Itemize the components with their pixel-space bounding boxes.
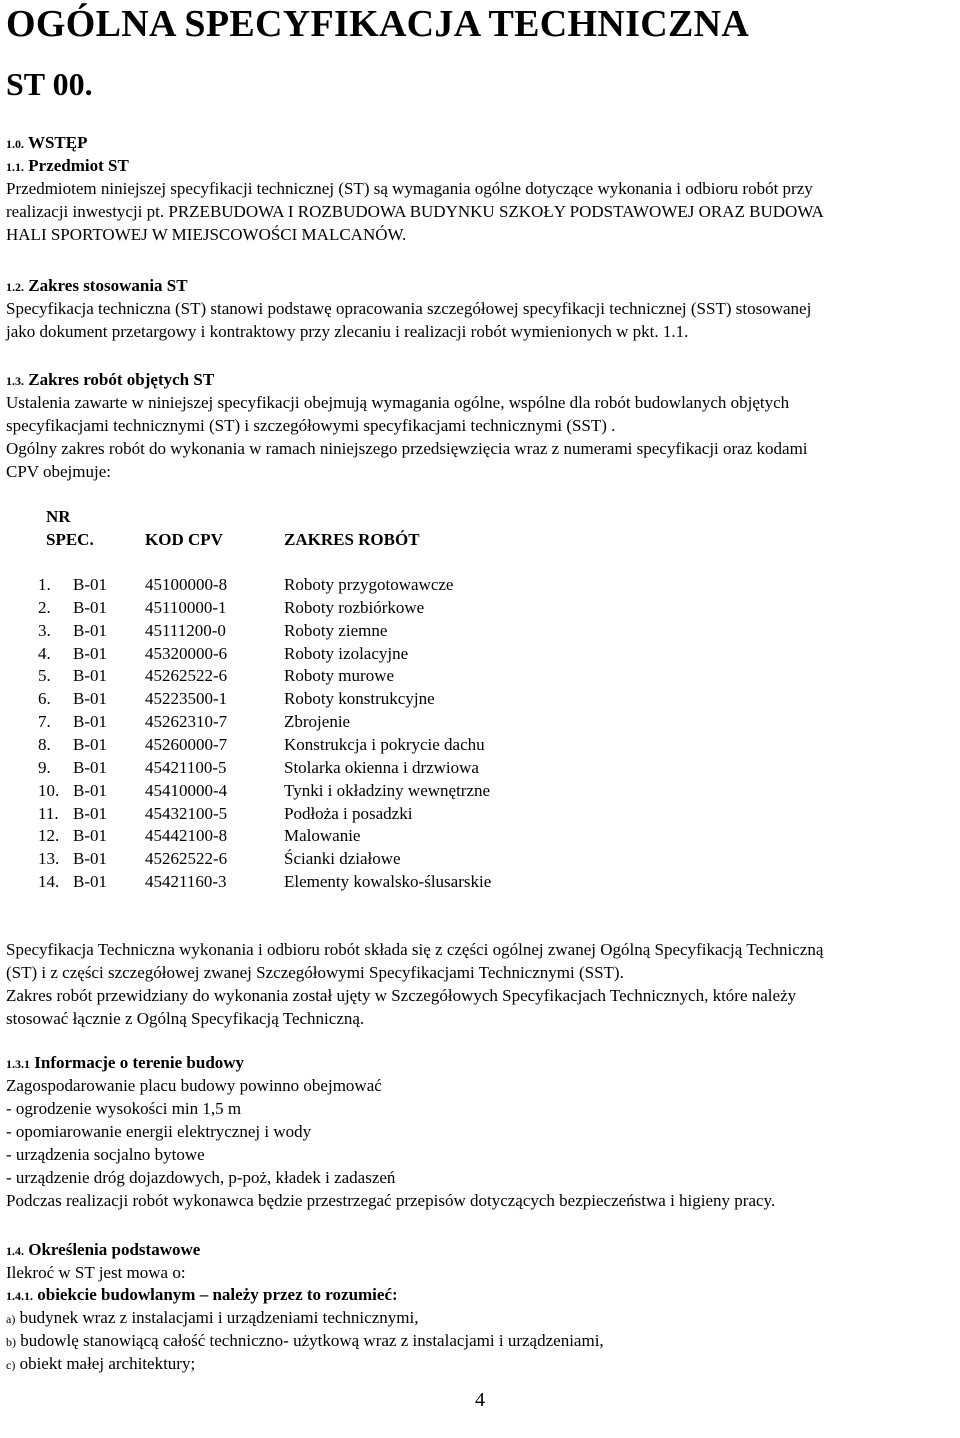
row-number: 9. [38,758,51,777]
row-number: 10. [38,781,60,800]
row-spec: B-01 [73,872,107,891]
row-cpv-code: 45110000-1 [145,598,227,617]
row-number: 14. [38,872,60,891]
row-spec: B-01 [73,826,107,845]
paragraph-line: Specyfikacja Techniczna wykonania i odbioru robót składa się z części ogólnej zwanej Ogólną Specyfikacją Techniczną [6,940,824,959]
row-spec: B-01 [73,598,107,617]
list-item: - ogrodzenie wysokości min 1,5 m [6,1099,242,1118]
row-cpv-code: 45442100-8 [145,826,228,845]
row-scope: Konstrukcja i pokrycie dachu [284,735,485,754]
paragraph-line: Podczas realizacji robót wykonawca będzie przestrzegać przepisów dotyczących bezpieczeństwa i higieny pracy. [6,1191,776,1210]
paragraph-line: specyfikacjami technicznymi (ST) i szczegółowymi specyfikacjami technicznymi (SST) . [6,416,616,435]
paragraph-line: CPV obejmuje: [6,462,111,481]
row-spec: B-01 [73,712,107,731]
subsection-heading-obiekt: 1.4.1. obiekcie budowlanym – należy przez to rozumieć: [6,1285,398,1304]
row-scope: Podłoża i posadzki [284,804,413,823]
row-number: 7. [38,712,51,731]
row-scope: Roboty rozbiórkowe [284,598,425,617]
row-scope: Malowanie [284,826,361,845]
row-scope: Roboty ziemne [284,621,388,640]
row-cpv-code: 45100000-8 [145,575,228,594]
paragraph-line: Ilekroć w ST jest mowa o: [6,1263,186,1282]
row-scope: Zbrojenie [284,712,351,731]
row-spec: B-01 [73,621,107,640]
row-scope: Roboty izolacyjne [284,644,409,663]
row-scope: Ścianki działowe [284,849,401,868]
row-spec: B-01 [73,804,107,823]
row-cpv-code: 45262522-6 [145,666,228,685]
page-number: 4 [475,1389,485,1411]
spec-code: ST 00. [6,66,93,102]
section-heading-okreslenia: 1.4. Określenia podstawowe [6,1240,201,1259]
paragraph-line: Przedmiotem niniejszej specyfikacji technicznej (ST) są wymagania ogólne dotyczące wykonania i odbioru robót przy [6,179,813,198]
list-item: a) budynek wraz z instalacjami i urządzeniami technicznymi, [6,1308,419,1327]
document-title: OGÓLNA SPECYFIKACJA TECHNICZNA [6,3,750,45]
paragraph-line: HALI SPORTOWEJ W MIEJSCOWOŚCI MALCANÓW. [6,225,407,244]
row-number: 8. [38,735,51,754]
row-scope: Roboty konstrukcyjne [284,689,435,708]
list-item: - urządzenie dróg dojazdowych, p-poż, kładek i zadaszeń [6,1168,396,1187]
paragraph-line: realizacji inwestycji pt. PRZEBUDOWA I ROZBUDOWA BUDYNKU SZKOŁY PODSTAWOWEJ ORAZ BUDOWA [6,202,824,221]
row-spec: B-01 [73,735,107,754]
row-number: 11. [38,804,59,823]
row-spec: B-01 [73,758,107,777]
paragraph-line: Zakres robót przewidziany do wykonania został ujęty w Szczegółowych Specyfikacjach Technicznych, które należy [6,986,797,1005]
row-cpv-code: 45421160-3 [145,872,227,891]
row-number: 2. [38,598,51,617]
list-item: c) obiekt małej architektury; [6,1354,196,1373]
table-header-scope: ZAKRES ROBÓT [284,530,420,549]
row-number: 4. [38,644,51,663]
row-spec: B-01 [73,849,107,868]
table-header-cpv: KOD CPV [145,530,223,549]
row-scope: Stolarka okienna i drzwiowa [284,758,479,777]
paragraph-line: Ustalenia zawarte w niniejszej specyfikacji obejmują wymagania ogólne, wspólne dla robót budowlanych objętych [6,393,790,412]
list-item: b) budowlę stanowiącą całość techniczno- użytkową wraz z instalacjami i urządzeniami, [6,1331,604,1350]
row-number: 13. [38,849,60,868]
paragraph-line: Ogólny zakres robót do wykonania w ramach niniejszego przedsięwzięcia wraz z numerami specyfikacji oraz kodami [6,439,808,458]
row-spec: B-01 [73,689,107,708]
row-cpv-code: 45410000-4 [145,781,228,800]
row-cpv-code: 45223500-1 [145,689,228,708]
row-number: 1. [38,575,51,594]
section-heading-zakres-stosowania: 1.2. Zakres stosowania ST [6,276,188,295]
row-cpv-code: 45320000-6 [145,644,228,663]
row-scope: Roboty murowe [284,666,395,685]
section-heading-zakres-robot: 1.3. Zakres robót objętych ST [6,370,215,389]
paragraph-line: Zagospodarowanie placu budowy powinno obejmować [6,1076,382,1095]
row-spec: B-01 [73,781,107,800]
row-number: 3. [38,621,51,640]
table-header-spec: SPEC. [46,530,94,549]
row-spec: B-01 [73,575,107,594]
section-heading-przedmiot: 1.1. Przedmiot ST [6,156,129,175]
row-cpv-code: 45421100-5 [145,758,227,777]
paragraph-line: (ST) i z części szczegółowej zwanej Szczegółowymi Specyfikacjami Technicznymi (SST). [6,963,624,982]
row-cpv-code: 45432100-5 [145,804,228,823]
row-number: 6. [38,689,51,708]
row-scope: Elementy kowalsko-ślusarskie [284,872,492,891]
list-item: - urządzenia socjalno bytowe [6,1145,205,1164]
row-cpv-code: 45262310-7 [145,712,228,731]
paragraph-line: jako dokument przetargowy i kontraktowy przy zlecaniu i realizacji robót wymienionych w pkt. 1.1. [6,322,689,341]
row-number: 5. [38,666,51,685]
row-scope: Tynki i okładziny wewnętrzne [284,781,491,800]
row-spec: B-01 [73,666,107,685]
section-heading-wstep: 1.0. WSTĘP [6,133,88,152]
row-cpv-code: 45262522-6 [145,849,228,868]
row-spec: B-01 [73,644,107,663]
list-item: - opomiarowanie energii elektrycznej i wody [6,1122,312,1141]
paragraph-line: stosować łącznie z Ogólną Specyfikacją Techniczną. [6,1009,365,1028]
paragraph-line: Specyfikacja techniczna (ST) stanowi podstawę opracowania szczegółowej specyfikacji technicznej (SST) stosowanej [6,299,812,318]
row-cpv-code: 45260000-7 [145,735,228,754]
section-heading-teren-budowy: 1.3.1 Informacje o terenie budowy [6,1053,245,1072]
row-cpv-code: 45111200-0 [145,621,226,640]
row-number: 12. [38,826,60,845]
table-header-nr: NR [46,507,71,526]
row-scope: Roboty przygotowawcze [284,575,454,594]
